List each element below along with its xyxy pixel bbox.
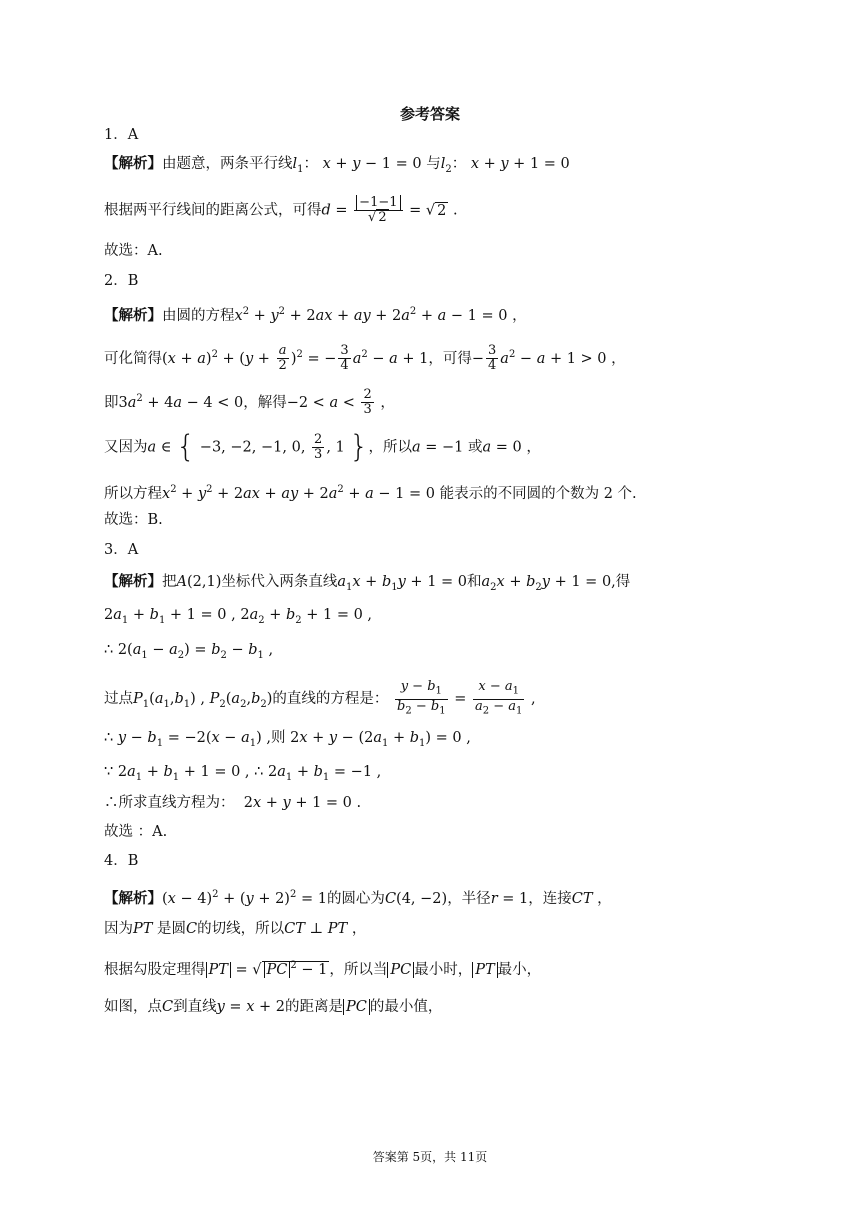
q3-conclusion: 故选 ：A. xyxy=(104,824,168,840)
q1-answer: 1．A xyxy=(104,127,139,143)
q2-line1: 【解析】由圆的方程$x^2 + y^2 + 2ax$ + ay + $2a^2 + a - 1 = 0$ ， xyxy=(104,306,527,324)
q3-line5: ∴ $y - b_1 = -2(x - a_1)$ ,则 $2x + y - (2a_1 + b_1) = 0$ , xyxy=(104,730,471,749)
q4-line2: 因为PT 是圆C的切线，所以CT ⊥ PT ， xyxy=(104,921,367,937)
q1-line2: 根据两平行线间的距离公式，可得d = $\frac{-1-1}{√ 2}$ = √ 2 . xyxy=(104,195,458,225)
q3-line6: ∵ $2a_1 + b_1 + 1 = 0$ , ∴ $2a_1 + b_1 = -1$ , xyxy=(104,764,382,783)
q4-line1: 【解析】$(x - 4)^2 + (y + 2)^2 = 1$的圆心为C(4, −2)，半径r = 1，连接CT ， xyxy=(104,889,612,907)
q4-line4: 如图，点C到直线y = x + 2的距离是 PC 的最小值， xyxy=(104,999,443,1015)
q4-line3: 根据勾股定理得 PT = √ PC $^2$ − 1 ，所以当 PC 最小时， PT 最小， xyxy=(104,960,542,978)
q1-conclusion: 故选：A. xyxy=(104,243,163,259)
q4-answer: 4．B xyxy=(104,853,139,869)
q2-conclusion: 故选：B. xyxy=(104,512,163,528)
q2-line4: 又因为a ∈ { −3, −2, −1, 0, $\frac{2}{3}$ , 1 }，所以a = −1 或a = 0 ， xyxy=(104,429,541,465)
q3-line7: ∴所求直线方程为： 2x + y + 1 = 0 . xyxy=(104,795,362,811)
page-footer: 答案第 5页，共 11页 xyxy=(372,1150,488,1164)
page-title: 参考答案 xyxy=(399,105,460,123)
q2-line5: 所以方程$x^2 + y^2 + 2ax$ + ay + $2a^2 + a - 1 = 0$ 能表示的不同圆的个数为 2 个. xyxy=(104,484,637,502)
q1-line1: 【解析】由题意，两条平行线$l_1$： x + y − 1 = 0 与$l_2$： x + y + 1 = 0 xyxy=(104,155,570,175)
q2-answer: 2．B xyxy=(104,273,139,289)
q3-answer: 3．A xyxy=(104,542,139,558)
q3-line3: ∴ $2(a_1 - a_2) = b_2 - b_1$ , xyxy=(104,642,274,661)
q2-line2: 可化简得$(x + a)^2 + (y$ + $\frac{a}{2}$ )$^2$ = − $\frac{3}{4}$ $a^2 - a + 1$，可得− $\frac{3}{4}$ $a^2 - a + 1 > 0$ ， xyxy=(104,343,626,374)
q2-line3: 即$3a^2 + 4a - 4 < 0$，解得−2 < a < $\frac{2}{3}$ ， xyxy=(104,387,395,418)
q3-line4: 过点$P_1(a_1,b_1)$ , $P_2(a_2,b_2)$的直线的方程是： $\frac{y - b_1}{b_2 - b_1}$ = $\frac{x - a_1}{a_2 - a_1}$ , xyxy=(104,679,536,717)
q3-line2: $2a_1 + b_1 + 1 = 0$ , $2a_2 + b_2 + 1 = 0$ , xyxy=(104,607,373,626)
analysis-tag: 【解析】 xyxy=(104,155,162,172)
q3-line1: 【解析】把A(2,1)坐标代入两条直线$a_1x + b_1y + 1 = 0$和$a_2x + b_2y + 1 = 0$,得 xyxy=(104,573,631,593)
